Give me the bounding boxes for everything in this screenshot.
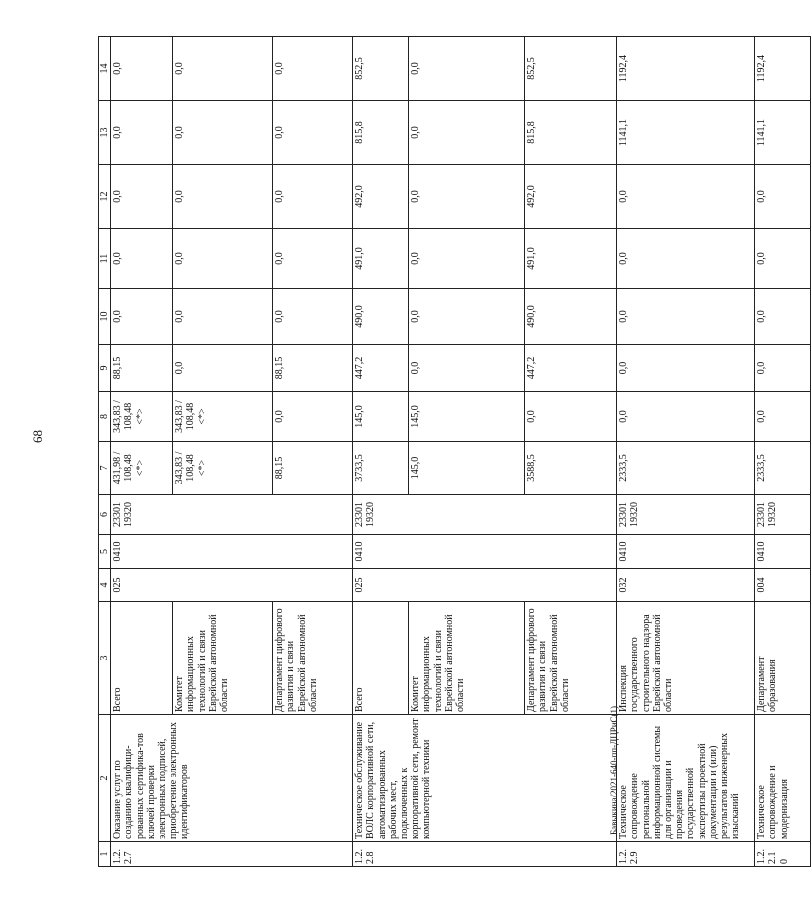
total-value: 343,83 / 108,48 <*>	[173, 442, 273, 495]
year-value: 145,0	[409, 392, 525, 442]
year-value: 0,0	[409, 345, 525, 392]
total-value: 2333,5	[755, 442, 811, 495]
year-value: 0,0	[409, 289, 525, 345]
year-value: 0,0	[173, 101, 273, 165]
code-grbs: 025	[353, 569, 617, 602]
total-value: 145,0	[409, 442, 525, 495]
year-value: 815,8	[525, 101, 617, 165]
header-cell: 8	[99, 392, 111, 442]
year-value: 0,0	[273, 392, 353, 442]
executor: Департамент цифрового развития и связи Еврейской автономной области	[525, 602, 617, 715]
code-csr: 23301 19320	[617, 495, 755, 535]
code-rzpr: 0410	[111, 535, 353, 569]
document-footer: Бавыкина/2021-640-пп-ДЦРиС(1)	[609, 705, 619, 835]
year-value: 0,0	[111, 289, 173, 345]
year-value: 0,0	[617, 289, 755, 345]
executor: Всего	[353, 602, 409, 715]
header-cell: 4	[99, 569, 111, 602]
total-value: 88,15	[273, 442, 353, 495]
header-cell: 12	[99, 165, 111, 229]
code-rzpr: 0410	[617, 535, 755, 569]
item-number: 1.2. 2.8	[353, 842, 617, 867]
year-value: 0,0	[525, 392, 617, 442]
total-value: 3588,5	[525, 442, 617, 495]
year-value: 0,0	[755, 345, 811, 392]
year-value: 0,0	[173, 229, 273, 289]
table-row	[755, 37, 811, 867]
year-value: 145,0	[353, 392, 409, 442]
page-number: 68	[30, 430, 45, 443]
year-value: 491,0	[353, 229, 409, 289]
year-value: 447,2	[525, 345, 617, 392]
total-value: 3733,5	[353, 442, 409, 495]
year-value: 0,0	[273, 37, 353, 101]
total-value: 431,98 / 108,48 <*>	[111, 442, 173, 495]
year-value: 0,0	[173, 165, 273, 229]
year-value: 490,0	[353, 289, 409, 345]
year-value: 0,0	[273, 289, 353, 345]
table-container	[98, 37, 790, 867]
table-row	[617, 37, 755, 867]
year-value: 0,0	[755, 289, 811, 345]
year-value: 343,83 / 108,48 <*>	[111, 392, 173, 442]
year-value: 1192,4	[755, 37, 811, 101]
executor: Департамент цифрового развития и связи Еврейской автономной области	[273, 602, 353, 715]
year-value: 1141,1	[755, 101, 811, 165]
year-value: 0,0	[273, 165, 353, 229]
year-value: 492,0	[353, 165, 409, 229]
item-name: Техническое обслуживание ВОЛС корпоративной сети, автоматизированных рабочих мест, подключенных к корпоративной сети, ремонт компьютерной техники	[353, 715, 617, 842]
code-rzpr: 0410	[353, 535, 617, 569]
code-grbs: 025	[111, 569, 353, 602]
year-value: 0,0	[173, 289, 273, 345]
year-value: 0,0	[409, 165, 525, 229]
item-number: 1.2. 2.7	[111, 842, 353, 867]
year-value: 492,0	[525, 165, 617, 229]
header-cell: 9	[99, 345, 111, 392]
table-row	[111, 37, 173, 867]
year-value: 0,0	[111, 101, 173, 165]
header-cell: 14	[99, 37, 111, 101]
header-row	[99, 37, 111, 867]
year-value: 0,0	[111, 229, 173, 289]
item-name: Оказание услуг по созданию квалифици-рованных сертифика-тов ключей проверки электронных подписей, приобретение электронных идентификаторов	[111, 715, 353, 842]
year-value: 0,0	[755, 392, 811, 442]
year-value: 0,0	[273, 101, 353, 165]
total-value: 2333,5	[617, 442, 755, 495]
year-value: 0,0	[409, 101, 525, 165]
year-value: 0,0	[755, 229, 811, 289]
executor: Комитет информационных технологий и связи Еврейской автономной области	[409, 602, 525, 715]
year-value: 1141,1	[617, 101, 755, 165]
executor: Всего	[111, 602, 173, 715]
year-value: 1192,4	[617, 37, 755, 101]
code-csr: 23301 19320	[353, 495, 617, 535]
year-value: 0,0	[617, 165, 755, 229]
year-value: 0,0	[617, 392, 755, 442]
year-value: 490,0	[525, 289, 617, 345]
year-value: 0,0	[409, 37, 525, 101]
item-number: 1.2. 2.9	[617, 842, 755, 867]
item-name: Техническое сопровождение региональной информационной системы для организации и проведения государственной экспертизы проектной документации и (или) результатов инженерных изысканий	[617, 715, 755, 842]
year-value: 491,0	[525, 229, 617, 289]
year-value: 852,5	[525, 37, 617, 101]
year-value: 0,0	[755, 165, 811, 229]
code-csr: 23301 19320	[111, 495, 353, 535]
table-body	[111, 37, 811, 867]
header-cell: 2	[99, 715, 111, 842]
year-value: 447,2	[353, 345, 409, 392]
executor: Комитет информационных технологий и связи Еврейской автономной области	[173, 602, 273, 715]
budget-table	[98, 36, 811, 867]
executor: Инспекция государственного строительного надзора Еврейской автономной области	[617, 602, 755, 715]
year-value: 0,0	[409, 229, 525, 289]
year-value: 815,8	[353, 101, 409, 165]
item-name: Техническое сопровождение и модернизация	[755, 715, 811, 842]
year-value: 0,0	[617, 345, 755, 392]
executor: Департамент образования	[755, 602, 811, 715]
year-value: 343,83 / 108,48 <*>	[173, 392, 273, 442]
year-value: 852,5	[353, 37, 409, 101]
year-value: 88,15	[111, 345, 173, 392]
item-number: 1.2. 2.1 0	[755, 842, 811, 867]
header-cell: 5	[99, 535, 111, 569]
table-row	[353, 37, 409, 867]
code-rzpr: 0410	[755, 535, 811, 569]
header-cell: 13	[99, 101, 111, 165]
header-cell: 3	[99, 602, 111, 715]
year-value: 0,0	[111, 37, 173, 101]
header-cell: 10	[99, 289, 111, 345]
year-value: 0,0	[173, 345, 273, 392]
year-value: 0,0	[173, 37, 273, 101]
year-value: 0,0	[273, 229, 353, 289]
code-grbs: 004	[755, 569, 811, 602]
code-grbs: 032	[617, 569, 755, 602]
header-cell: 1	[99, 842, 111, 867]
year-value: 88,15	[273, 345, 353, 392]
header-cell: 11	[99, 229, 111, 289]
header-cell: 6	[99, 495, 111, 535]
year-value: 0,0	[617, 229, 755, 289]
code-csr: 23301 19320	[755, 495, 811, 535]
year-value: 0,0	[111, 165, 173, 229]
header-cell: 7	[99, 442, 111, 495]
